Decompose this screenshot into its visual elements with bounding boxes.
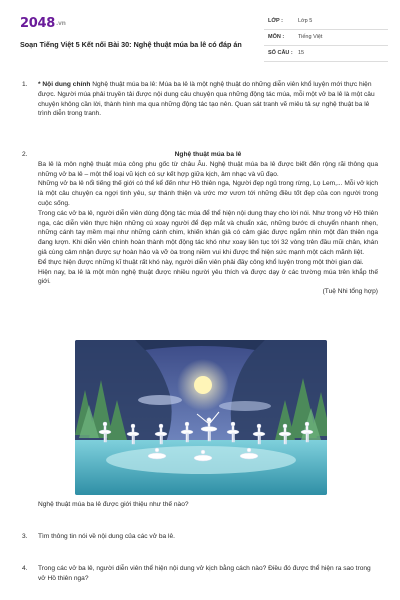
question-number: 2. xyxy=(22,151,28,158)
reading-passage xyxy=(38,150,378,297)
info-row-count xyxy=(264,46,388,62)
site-logo[interactable]: 2048.vn xyxy=(20,16,66,31)
ballet-illustration xyxy=(75,340,327,495)
info-row-subject xyxy=(264,30,388,46)
info-key: LỚP : xyxy=(268,18,283,24)
question-text: Tìm thông tin nói về nội dung của các vở ba lê. xyxy=(38,533,176,540)
question-text: Trong các vở ba lê, người diễn viên thể hiện nội dung vở kịch bằng cách nào? Điều đó được thể hiện ra sao trong vở Hồ thiên nga? xyxy=(38,565,371,582)
question-number: 1. xyxy=(22,81,28,88)
main-content-label: * Nội dung chính xyxy=(38,81,91,88)
passage-source: (Tuệ Nhi tổng hợp) xyxy=(322,288,378,296)
info-value: Lớp 5 xyxy=(298,18,313,24)
question-text xyxy=(38,80,378,119)
passage-paragraph: Ba lê là môn nghệ thuật múa công phu gốc từ châu Âu. Nghệ thuật múa ba lê được biết đến rộng rãi thông qua những vở ba lê – một thể loại vũ kịch có sự kết hợp giữa kịch, âm nhạc và vũ đạo. xyxy=(38,160,378,178)
passage-paragraph: Trong các vở ba lê, người diễn viên dùng động tác múa để thể hiện nội dung thay cho lời nói. Như trong vở Hồ thiên nga, các diễn viên thực hiện những cú xoay người để đẹp mắt và chuẩn xác, những bước di chuyển nhanh nhẹn, những cánh tay mềm mại như những cánh chim, khiến khán giả có cảm giác được ngắm nhìn một đàn thiên nga đang lượn. Khi diễn viên chính hoàn thành một động tác khó như xoay liên tục tới 32 vòng trên đầu mũi chân, khán giả cùng cảm nhận được sự hoàn hảo và vỡ òa trong niềm vui khi được thể hiện sức mạnh một cách mãnh liệt. xyxy=(38,209,378,256)
info-table xyxy=(264,14,388,62)
info-value: 15 xyxy=(298,50,305,56)
question-number: 4. xyxy=(22,565,28,572)
info-key: SỐ CÂU : xyxy=(268,50,293,56)
info-row-class xyxy=(264,14,388,30)
page-title: Soạn Tiếng Việt 5 Kết nối Bài 30: Nghệ thuật múa ba lê có đáp án xyxy=(20,40,242,49)
document-header xyxy=(14,10,386,66)
passage-paragraph: Những vở ba lê nổi tiếng thế giới có thể kể đến như Hồ thiên nga, Người đẹp ngủ trong rừng, Lọ Lem,... Mỗi vở kịch là một câu chuyện ca ngợi tình yêu, sự thánh thiện và ước mơ vươn tới những điều tốt đẹp của con người trong cuộc sống. xyxy=(38,180,378,207)
info-value: Tiếng Việt xyxy=(298,34,323,40)
document-page: 2048.vn Soạn Tiếng Việt 5 Kết nối Bài 30: Nghệ thuật múa ba lê có đáp án LỚP : Lớp 5 MÔN : Tiếng Việt SỐ CÂU : 15 1. * Nội dung chính Nghệ thuật múa ba lê: Múa ba lê là một nghệ thuật do những diễn viên khổ luyện mới thực hiện được. Người múa phải truyền tải được nội dung câu chuyện qua những động tác múa, mỗi một vở ba lê là một câu chuyện không cần lời, thành hình ma qua những động tác tạo nên. Quan sát tranh vẽ miêu tả sự nghệ thuật ba lê trình diễn trong tranh. 2. Nghệ thuật múa ba lê Ba lê là môn nghệ thuật múa công phu gốc từ châu Âu. Nghệ thuật múa ba lê được biết đến rộng rãi thông qua những vở ba lê – một thể loại vũ kịch có sự kết hợp giữa kịch, âm nhạc và vũ đạo. Những vở ba lê nổi tiếng thế giới có thể kể đến như Hồ thiên nga, Người đẹp ngủ trong rừng, Lọ Lem,... Mỗi vở kịch là một câu chuyện ca ngợi tình yêu, sự thánh thiện và ước mơ vươn tới những điều tốt đẹp của con người trong cuộc sống. Trong các vở ba lê, người diễn viên dùng động tác múa để thể hiện nội dung thay cho lời nói. Như trong vở Hồ thiên nga, các diễn viên thực hiện những cú xoay người để đẹp mắt và chuẩn xác, những bước di chuyển nhanh nhẹn, những cánh tay mềm mại như những cánh chim, khiến khán giả có cảm giác được ngắm nhìn một đàn thiên nga đang lượn. Khi diễn viên chính hoàn thành một động tác khó như xoay liên tục tới 32 vòng trên đầu mũi chân, khán giả cùng cảm nhận được sự hoàn hảo và vỡ òa trong niềm vui khi được thể hiện sức mạnh một cách mãnh liệt. Để thực hiện được những kĩ thuật rất khó này, người diễn viên phải đầy công khổ luyện trong một thời gian dài. Hiện nay, ba lê là một môn nghệ thuật được nhiều người yêu thích và được dạy ở các trường múa trên khắp thế giới. (Tuệ Nhi tổng hợp) Nghệ thuật múa ba lê được giới thiệu như thế nào? 3. Tìm thông tin nói về nội dung của các vở ba lê. 4. Trong các vở ba lê, người diễn viên thể hiện nội dung vở kịch bằng cách nào? Điều đó được thể hiện ra sao trong vở Hồ thiên nga? xyxy=(0,0,400,600)
passage-title: Nghệ thuật múa ba lê xyxy=(174,151,242,158)
passage-paragraph: Để thực hiện được những kĩ thuật rất khó này, người diễn viên phải đầy công khổ luyện trong một thời gian dài. xyxy=(38,258,364,266)
info-key: MÔN : xyxy=(268,34,285,40)
question-number: 3. xyxy=(22,533,28,540)
main-content-text: Nghệ thuật múa ba lê: Múa ba lê là một nghệ thuật do những diễn viên khổ luyện mới thực hiện được. Người múa phải truyền tải được nội dung câu chuyện qua những động tác múa, mỗi một vở ba lê là một câu chuyện không cần lời, thành hình ma qua những động tác tạo nên. Quan sát tranh vẽ miêu tả sự nghệ thuật ba lê trình diễn trong tranh. xyxy=(38,81,375,118)
passage-paragraph: Hiện nay, ba lê là một môn nghệ thuật được nhiều người yêu thích và được dạy ở các trường múa trên khắp thế giới. xyxy=(38,268,378,286)
